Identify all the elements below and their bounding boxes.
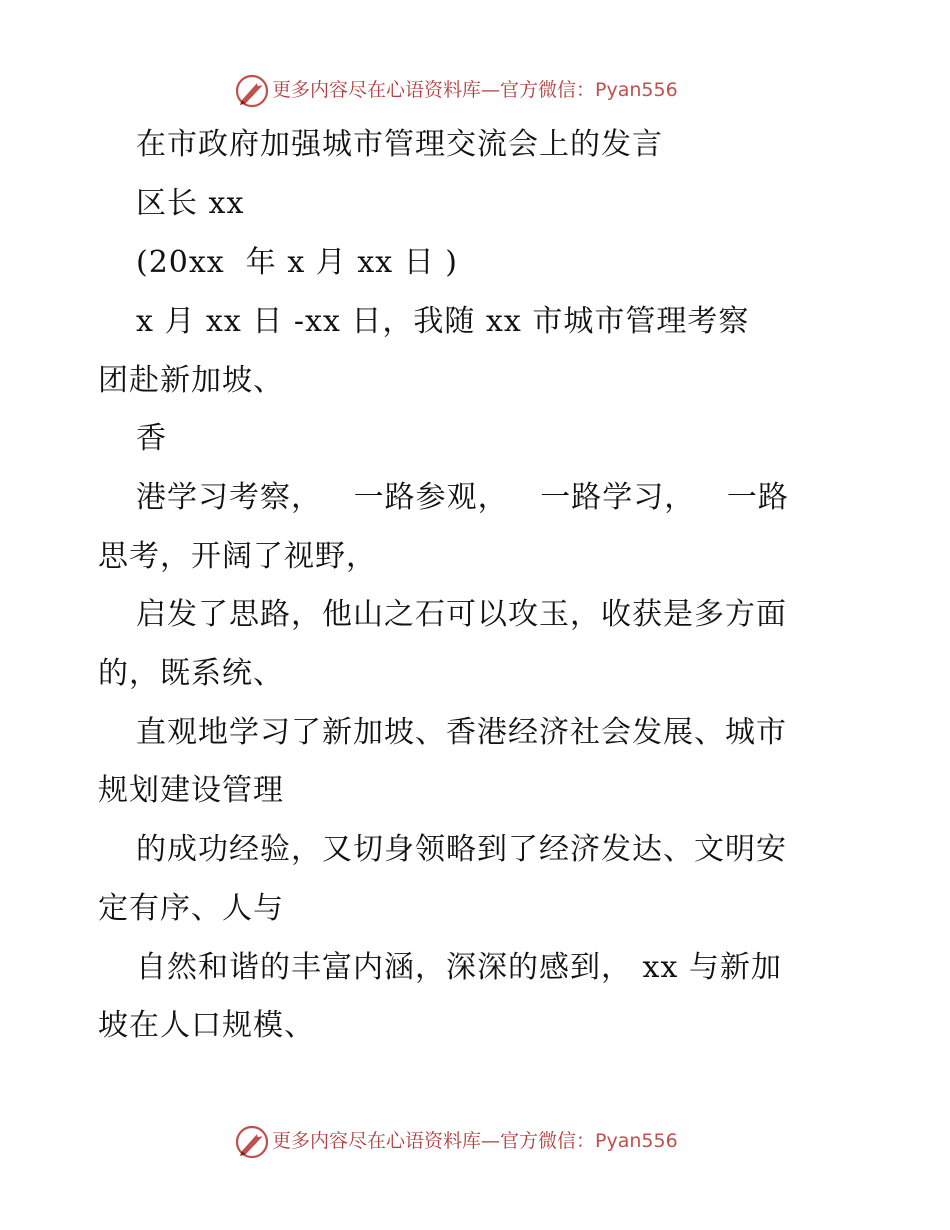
paragraph-line: 坡在人口规模、 [98,1008,315,1043]
paragraph-line: 定有序、人与 [98,891,284,926]
paragraph-line: 的，既系统、 [98,656,284,691]
paragraph-line: 的成功经验，又切身领略到了经济发达、文明安 [136,832,787,867]
pen-logo-icon [234,1124,270,1160]
paragraph-line: 直观地学习了新加坡、香港经济社会发展、城市 [136,715,787,750]
paragraph-line: 香 [136,421,167,456]
paragraph-line: 启发了思路，他山之石可以攻玉，收获是多方面 [136,597,787,632]
footer-banner [0,1122,950,1162]
wechat-account: Pyan556 [595,1130,678,1152]
wechat-account: Pyan556 [595,79,678,101]
paragraph-line: 自然和谐的丰富内涵，深深的感到， xx 与新加 [136,950,782,985]
date-line: (20xx 年 x 月 xx 日 ) [136,245,458,280]
header-banner-text: 更多内容尽在心语资料库—官方微信：Pyan556 [272,79,678,101]
paragraph-line: x 月 xx 日 -xx 日，我随 xx 市城市管理考察 [136,304,750,339]
header-banner [0,71,950,111]
footer-banner-text: 更多内容尽在心语资料库—官方微信：Pyan556 [272,1130,678,1152]
paragraph-line: 港学习考察， 一路参观， 一路学习， 一路 [136,480,789,515]
pen-logo-icon [234,73,270,109]
document-title: 在市政府加强城市管理交流会上的发言 [136,127,663,162]
paragraph-line: 规划建设管理 [98,773,284,808]
paragraph-line: 思考，开阔了视野， [98,539,377,574]
author-line: 区长 xx [136,186,245,221]
paragraph-line: 团赴新加坡、 [98,363,284,398]
